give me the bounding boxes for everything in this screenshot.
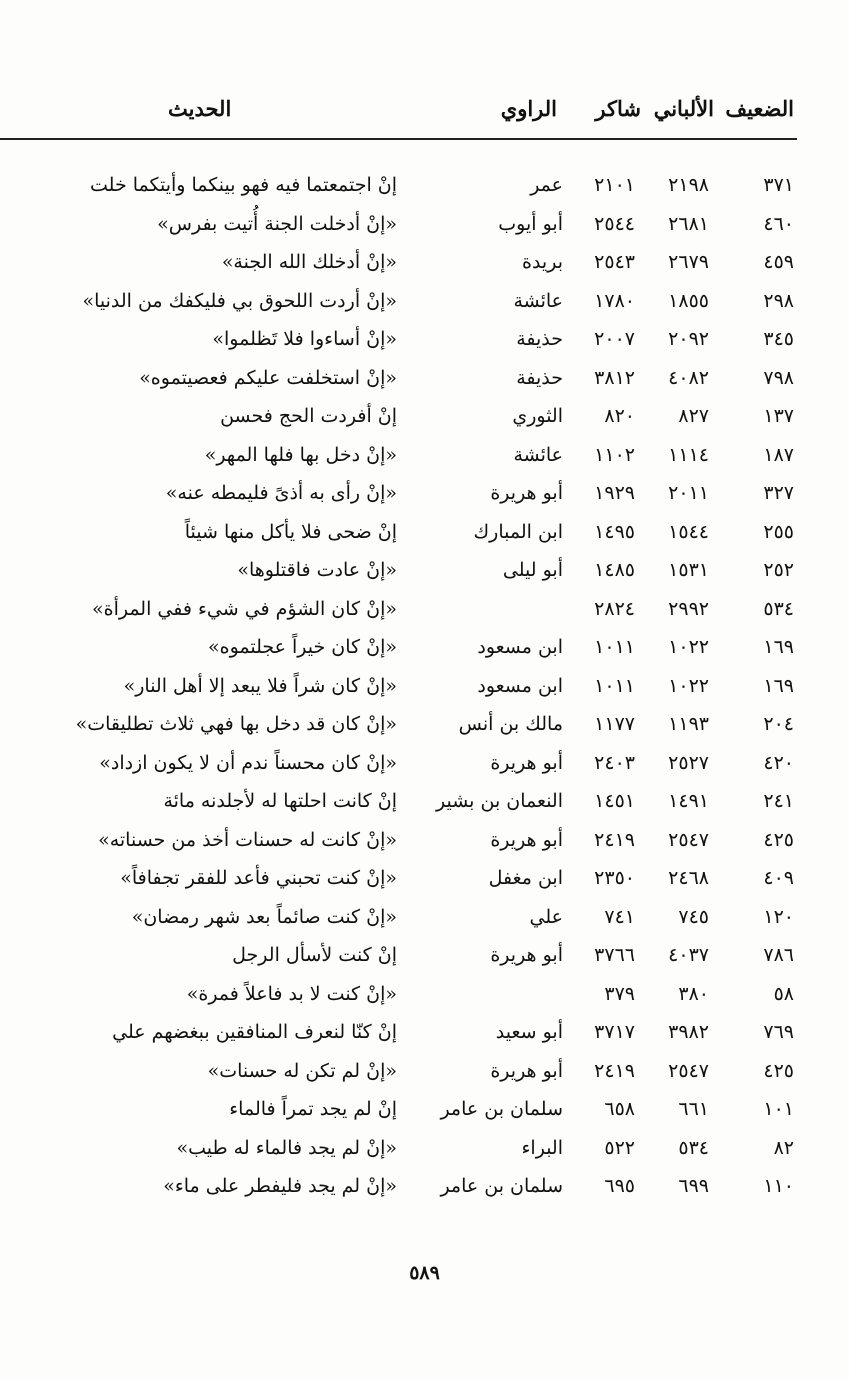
cell-hadith: إنْ اجتمعتما فيه فهو بينكما وأيتكما خلت (90, 174, 397, 196)
table-row (0, 1133, 849, 1172)
cell-daif: ١٨٧ (763, 443, 794, 466)
cell-hadith: «إنْ كنت صائماً بعد شهر رمضان» (131, 905, 397, 928)
table-row (0, 902, 849, 941)
cell-shakir: ٢٠٠٧ (594, 328, 635, 350)
table-row (0, 440, 849, 479)
cell-albani: ٦٦١ (678, 1098, 709, 1120)
cell-rawi: ابن مغفل (488, 867, 563, 889)
cell-rawi: مالك بن أنس (458, 713, 563, 735)
cell-daif: ٣٢٧ (763, 482, 794, 504)
cell-shakir: ١٧٨٠ (594, 289, 635, 312)
cell-hadith: إنْ كانت احلتها له لأجلدنه مائة (163, 790, 397, 812)
cell-daif: ٤٥٩ (763, 251, 794, 273)
cell-daif: ١٢٠ (763, 905, 794, 928)
cell-albani: ٦٩٩ (678, 1175, 709, 1197)
cell-albani: ٧٤٥ (678, 905, 709, 928)
cell-daif: ٧٦٩ (763, 1021, 794, 1043)
cell-albani: ١٠٢٢ (668, 674, 709, 697)
cell-albani: ٢٦٨١ (668, 212, 709, 235)
table-row (0, 825, 849, 864)
cell-rawi: ابن مسعود (477, 674, 563, 697)
table-row (0, 979, 849, 1018)
table-row (0, 247, 849, 286)
cell-albani: ٢٥٢٧ (668, 751, 709, 774)
cell-rawi: حذيفة (516, 328, 563, 350)
header-albani: الألباني (653, 96, 714, 121)
cell-shakir: ١٤٨٥ (594, 559, 635, 581)
cell-albani: ١٤٩١ (668, 790, 709, 812)
cell-daif: ٥٣٤ (763, 597, 794, 620)
cell-shakir: ٦٩٥ (604, 1175, 635, 1197)
cell-hadith: إنْ ضحى فلا يأكل منها شيئاً (184, 520, 397, 543)
cell-shakir: ٢٣٥٠ (594, 867, 635, 889)
cell-rawi: ابن المبارك (473, 520, 563, 543)
cell-hadith: «إنْ كنت تحبني فأعد للفقر تجفافاً» (120, 867, 397, 889)
cell-albani: ١١١٤ (668, 443, 709, 466)
table-row (0, 170, 849, 209)
cell-hadith: «إنْ كان خيراً عجلتموه» (207, 636, 397, 658)
cell-rawi: سلمان بن عامر (440, 1175, 563, 1197)
header-rawi: الراوي (500, 96, 557, 121)
cell-daif: ٢٥٥ (763, 520, 794, 543)
cell-rawi: أبو هريرة (490, 944, 563, 966)
cell-shakir: ٢٤٠٣ (594, 751, 635, 774)
cell-daif: ٧٨٦ (763, 944, 794, 966)
cell-albani: ٢٦٧٩ (668, 251, 709, 273)
cell-rawi: سلمان بن عامر (440, 1098, 563, 1120)
cell-albani: ٢٠٩٢ (668, 328, 709, 350)
table-row (0, 555, 849, 594)
cell-albani: ٢٥٤٧ (668, 1059, 709, 1082)
cell-daif: ٤٦٠ (763, 212, 794, 235)
cell-hadith: «إنْ لم تكن له حسنات» (207, 1059, 397, 1082)
table-row (0, 478, 849, 517)
cell-albani: ٢٠١١ (668, 482, 709, 504)
table-row (0, 863, 849, 902)
table-row (0, 401, 849, 440)
cell-hadith: «إنْ أدخلك الله الجنة» (221, 251, 397, 273)
cell-daif: ٢٤١ (763, 790, 794, 812)
cell-rawi: عمر (530, 174, 563, 196)
cell-hadith: «إنْ دخل بها فلها المهر» (204, 443, 397, 466)
table-row (0, 594, 849, 633)
table-row (0, 324, 849, 363)
cell-hadith: «إنْ كان قد دخل بها فهي ثلاث تطليقات» (75, 713, 397, 735)
header-rule (0, 138, 797, 140)
table-row (0, 1017, 849, 1056)
cell-shakir: ١٤٥١ (594, 790, 635, 812)
cell-albani: ٥٣٤ (678, 1136, 709, 1159)
cell-albani: ٤٠٨٢ (668, 366, 709, 389)
table-row (0, 940, 849, 979)
cell-shakir: ١٠١١ (594, 636, 635, 658)
cell-shakir: ١١٠٢ (594, 443, 635, 466)
cell-albani: ١١٩٣ (668, 713, 709, 735)
cell-daif: ٢٥٢ (763, 559, 794, 581)
cell-hadith: إنْ كنت لأسأل الرجل (232, 944, 397, 966)
cell-shakir: ٨٢٠ (604, 405, 635, 427)
cell-hadith: «إنْ لم يجد فالماء له طيب» (176, 1136, 397, 1159)
cell-albani: ٣٨٠ (678, 982, 709, 1005)
cell-daif: ٧٩٨ (763, 366, 794, 389)
cell-hadith: «إنْ كان الشؤم في شيء ففي المرأة» (91, 597, 397, 620)
cell-daif: ١٦٩ (763, 674, 794, 697)
cell-hadith: «إنْ رأى به أذىً فليمطه عنه» (165, 482, 397, 504)
cell-albani: ٣٩٨٢ (668, 1021, 709, 1043)
cell-rawi: عائشة (513, 289, 563, 312)
table-row (0, 209, 849, 248)
cell-rawi: أبو هريرة (490, 828, 563, 851)
cell-hadith: إنْ أفردت الحج فحسن (220, 405, 397, 427)
cell-hadith: «إنْ لم يجد فليفطر على ماء» (163, 1175, 397, 1197)
cell-rawi: أبو أيوب (498, 212, 563, 235)
cell-rawi: أبو ليلى (502, 559, 563, 581)
cell-shakir: ٣٧٩ (604, 982, 635, 1005)
cell-rawi: أبو هريرة (490, 1059, 563, 1082)
cell-hadith: «إنْ كان محسناً ندم أن لا يكون ازداد» (99, 751, 397, 774)
cell-hadith: «إنْ أساءوا فلا تَظلموا» (212, 328, 397, 350)
cell-hadith: «إنْ عادت فاقتلوها» (237, 559, 397, 581)
cell-albani: ٢١٩٨ (668, 174, 709, 196)
cell-daif: ٣٤٥ (763, 328, 794, 350)
cell-rawi: أبو هريرة (490, 751, 563, 774)
table-row (0, 1056, 849, 1095)
cell-rawi: عائشة (513, 443, 563, 466)
cell-hadith: إنْ لم يجد تمراً فالماء (229, 1098, 397, 1120)
header-hadith: الحديث (168, 96, 232, 121)
cell-shakir: ٣٨١٢ (594, 366, 635, 389)
cell-albani: ٢٤٦٨ (668, 867, 709, 889)
cell-albani: ٤٠٣٧ (668, 944, 709, 966)
cell-rawi: البراء (521, 1136, 563, 1159)
cell-hadith: «إنْ استخلفت عليكم فعصيتموه» (139, 366, 397, 389)
page-number: ٥٨٩ (409, 1262, 440, 1284)
table-row (0, 786, 849, 825)
cell-shakir: ٦٥٨ (604, 1098, 635, 1120)
cell-daif: ٢٩٨ (763, 289, 794, 312)
table-row (0, 517, 849, 556)
cell-rawi: حذيفة (516, 366, 563, 389)
cell-hadith: «إنْ أدخلت الجنة أُتيت بفرس» (157, 212, 397, 235)
cell-hadith: إنْ كنّا لنعرف المنافقين ببغضهم علي (112, 1021, 397, 1043)
cell-albani: ٢٩٩٢ (668, 597, 709, 620)
cell-shakir: ٣٧١٧ (594, 1021, 635, 1043)
cell-rawi: ابن مسعود (477, 636, 563, 658)
cell-hadith: «إنْ كنت لا بد فاعلاً فمرة» (186, 982, 397, 1005)
cell-daif: ١٠١ (763, 1098, 794, 1120)
cell-daif: ٣٧١ (763, 174, 794, 196)
table-row (0, 748, 849, 787)
table-row (0, 709, 849, 748)
cell-rawi: النعمان بن بشير (436, 790, 563, 812)
cell-daif: ٨٢ (773, 1136, 794, 1159)
cell-shakir: ١١٧٧ (594, 713, 635, 735)
cell-shakir: ٧٤١ (604, 905, 635, 928)
cell-rawi: بريدة (522, 251, 563, 273)
cell-daif: ٤٢٥ (763, 1059, 794, 1082)
cell-shakir: ١٤٩٥ (594, 520, 635, 543)
header-daif: الضعيف (725, 96, 794, 121)
table-row (0, 286, 849, 325)
cell-hadith: «إنْ كان شراً فلا يبعد إلا أهل النار» (123, 674, 397, 697)
cell-shakir: ٢٤١٩ (594, 1059, 635, 1082)
cell-albani: ٢٥٤٧ (668, 828, 709, 851)
cell-daif: ٢٠٤ (763, 713, 794, 735)
table-row (0, 632, 849, 671)
cell-albani: ٨٢٧ (678, 405, 709, 427)
cell-shakir: ٢٤١٩ (594, 828, 635, 851)
table-row (0, 1171, 849, 1210)
cell-daif: ١٣٧ (763, 405, 794, 427)
cell-daif: ١٦٩ (763, 636, 794, 658)
cell-shakir: ١٩٢٩ (594, 482, 635, 504)
cell-rawi: الثوري (512, 405, 563, 427)
cell-hadith: «إنْ كانت له حسنات أخذ من حسناته» (98, 828, 397, 851)
cell-daif: ٤٢٥ (763, 828, 794, 851)
table-row (0, 363, 849, 402)
table-row (0, 671, 849, 710)
cell-albani: ١٥٤٤ (668, 520, 709, 543)
cell-albani: ١٨٥٥ (668, 289, 709, 312)
cell-daif: ١١٠ (763, 1175, 794, 1197)
cell-shakir: ١٠١١ (594, 674, 635, 697)
cell-daif: ٥٨ (773, 982, 794, 1005)
cell-daif: ٤٢٠ (763, 751, 794, 774)
cell-rawi: علي (529, 905, 563, 928)
cell-rawi: أبو هريرة (490, 482, 563, 504)
cell-albani: ١٠٢٢ (668, 636, 709, 658)
cell-hadith: «إنْ أردت اللحوق بي فليكفك من الدنيا» (82, 289, 397, 312)
cell-albani: ١٥٣١ (668, 559, 709, 581)
table-header (0, 96, 849, 136)
hadith-table (0, 170, 849, 1210)
cell-shakir: ٣٧٦٦ (594, 944, 635, 966)
header-shakir: شاكر (595, 96, 641, 121)
cell-shakir: ٢٥٤٣ (594, 251, 635, 273)
table-row (0, 1094, 849, 1133)
cell-shakir: ٥٢٢ (604, 1136, 635, 1159)
cell-shakir: ٢٥٤٤ (594, 212, 635, 235)
cell-shakir: ٢١٠١ (594, 174, 635, 196)
cell-rawi: أبو سعيد (495, 1021, 563, 1043)
cell-daif: ٤٠٩ (763, 867, 794, 889)
cell-shakir: ٢٨٢٤ (594, 597, 635, 620)
